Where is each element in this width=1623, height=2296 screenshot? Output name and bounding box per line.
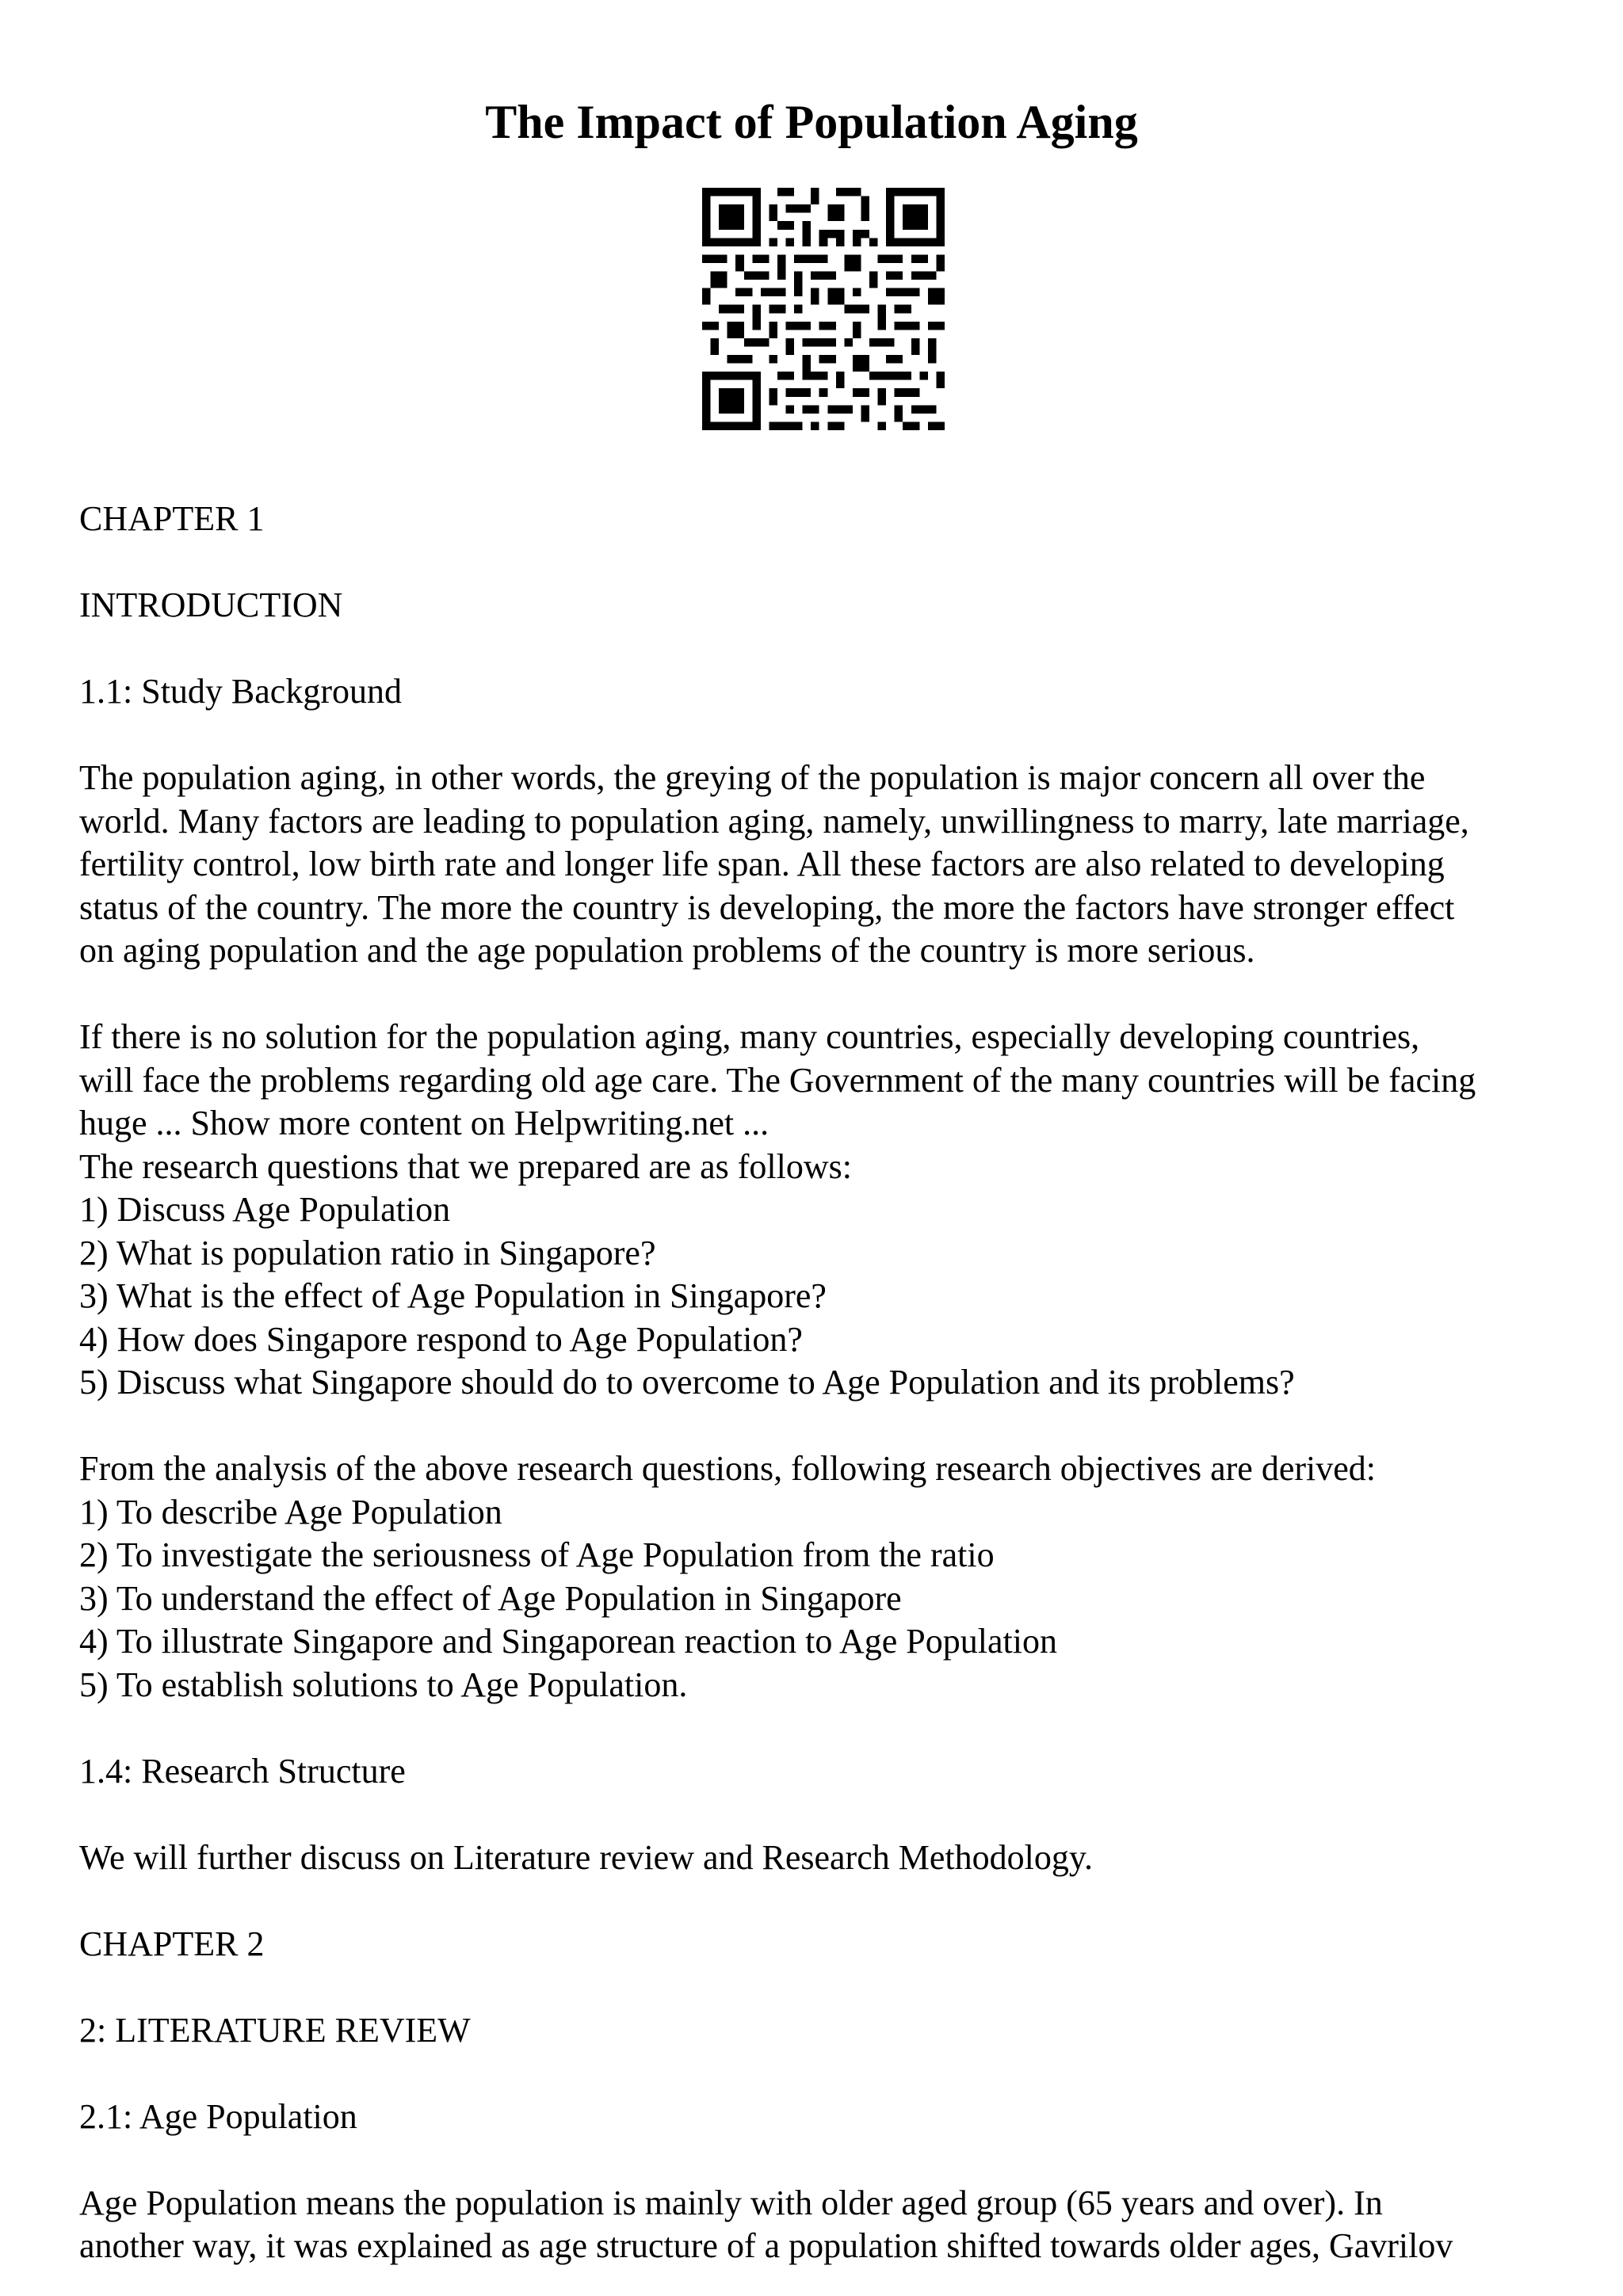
chapter-1-label: CHAPTER 1	[79, 499, 265, 538]
document-body	[79, 498, 1569, 2268]
paragraph-age-population	[79, 2182, 1569, 2268]
show-more-link[interactable]: huge ... Show more content on Helpwriting.net ...	[79, 1104, 769, 1142]
text-line: will face the problems regarding old age care. The Government of the many countries will be facing	[79, 1060, 1476, 1100]
list-item: 4) How does Singapore respond to Age Population?	[79, 1319, 803, 1359]
research-structure-heading: 1.4: Research Structure	[79, 1751, 406, 1791]
text-line: Age Population means the population is mainly with older aged group (65 years and over). In	[79, 2183, 1383, 2222]
list-item: 2) What is population ratio in Singapore?	[79, 1233, 656, 1272]
paragraph-research-structure: We will further discuss on Literature review and Research Methodology.	[79, 1837, 1093, 1877]
text-line: From the analysis of the above research questions, following research objectives are derived:	[79, 1449, 1376, 1488]
paragraph-background	[79, 757, 1569, 973]
list-item: 2) To investigate the seriousness of Age Population from the ratio	[79, 1535, 995, 1574]
literature-review-heading: 2: LITERATURE REVIEW	[79, 2010, 471, 2050]
text-line: fertility control, low birth rate and longer life span. All these factors are also related to developing	[79, 845, 1445, 883]
text-line: on aging population and the age population problems of the country is more serious.	[79, 931, 1255, 970]
list-item: 5) To establish solutions to Age Population.	[79, 1665, 688, 1704]
list-item: 1) Discuss Age Population	[79, 1190, 451, 1229]
list-item: 4) To illustrate Singapore and Singaporean reaction to Age Population	[79, 1622, 1057, 1661]
list-item: 3) To understand the effect of Age Population in Singapore	[79, 1578, 902, 1618]
paragraph-research-objectives	[79, 1447, 1569, 1707]
paragraph-research-questions	[79, 1016, 1569, 1405]
text-line: If there is no solution for the population aging, many countries, especially developing countries,	[79, 1017, 1420, 1056]
chapter-2-label: CHAPTER 2	[79, 1924, 265, 1963]
document-title: The Impact of Population Aging	[485, 96, 1138, 148]
list-item: 5) Discuss what Singapore should do to overcome to Age Population and its problems?	[79, 1363, 1295, 1402]
text-line: status of the country. The more the country is developing, the more the factors have stronger effect	[79, 887, 1455, 927]
text-line: world. Many factors are leading to population aging, namely, unwillingness to marry, late marriage,	[79, 801, 1469, 841]
text-line: The population aging, in other words, the greying of the population is major concern all over the	[79, 758, 1426, 797]
text-line: another way, it was explained as age structure of a population shifted towards older ages, Gavrilov	[79, 2226, 1453, 2265]
introduction-heading: INTRODUCTION	[79, 585, 343, 624]
study-background-heading: 1.1: Study Background	[79, 672, 402, 711]
text-line: The research questions that we prepared are as follows:	[79, 1146, 852, 1186]
age-population-heading: 2.1: Age Population	[79, 2096, 357, 2136]
list-item: 3) What is the effect of Age Population in Singapore?	[79, 1276, 827, 1315]
list-item: 1) To describe Age Population	[79, 1492, 502, 1531]
qr-code-icon[interactable]	[702, 188, 945, 430]
